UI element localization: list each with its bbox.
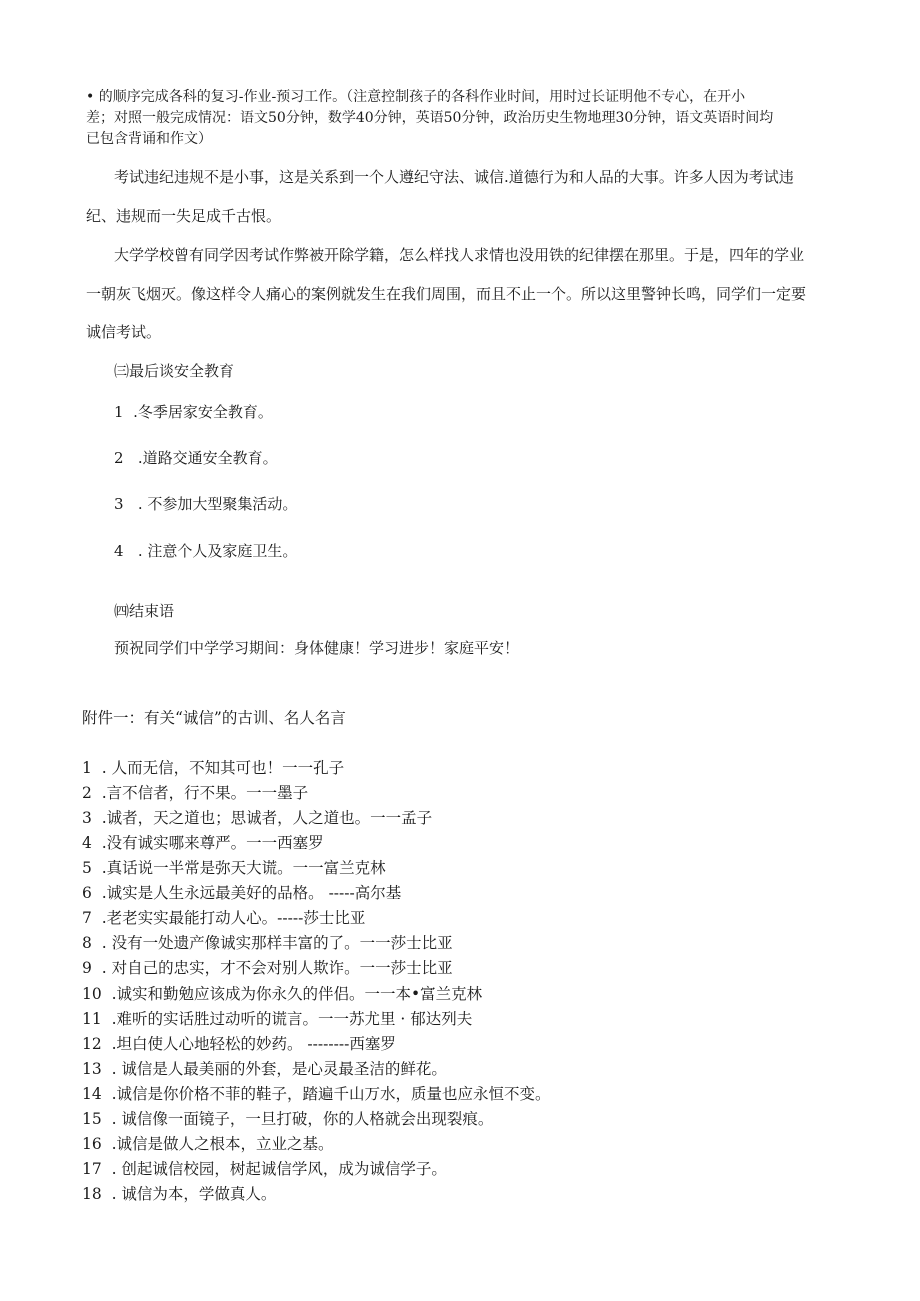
safety-heading: ㈢最后谈安全教育 (114, 362, 235, 380)
safety-item: 3 . 不参加大型聚集活动。 (114, 495, 298, 513)
safety-item: 1 .冬季居家安全教育。 (114, 403, 273, 421)
exam-paragraph-line: 考试违纪违规不是小事，这是关系到一个人遵纪守法、诚信.道德行为和人品的大事。许多人因为考试违 (114, 168, 794, 186)
college-paragraph-line: 一朝灰飞烟灭。像这样令人痛心的案例就发生在我们周围，而且不止一个。所以这里警钟长鸣，同学们一定要 (86, 285, 807, 303)
quote-item: 15 . 诚信像一面镜子，一旦打破，你的人格就会出现裂痕。 (82, 1110, 494, 1128)
exam-paragraph-line: 纪、违规而一失足成千古恨。 (86, 207, 282, 225)
safety-item: 4 . 注意个人及家庭卫生。 (114, 542, 298, 560)
quote-item: 14 .诚信是你价格不菲的鞋子，踏遍千山万水，质量也应永恒不变。 (82, 1085, 551, 1103)
quote-item: 17 . 创起诚信校园，树起诚信学风，成为诚信学子。 (82, 1160, 447, 1178)
quote-item: 8 . 没有一处遗产像诚实那样丰富的了。一一莎士比亚 (82, 934, 453, 952)
quote-item: 1 . 人而无信，不知其可也！一一孔子 (82, 759, 345, 777)
quote-item: 16 .诚信是做人之根本，立业之基。 (82, 1135, 334, 1153)
quote-item: 9 . 对自己的忠实，才不会对别人欺诈。一一莎士比亚 (82, 959, 453, 977)
intro-line: 已包含背诵和作文） (86, 131, 212, 147)
quote-item: 6 .诚实是人生永远最美好的品格。 -----高尔基 (82, 884, 402, 902)
appendix-title: 附件一：有关“诚信”的古训、名人名言 (82, 709, 346, 727)
intro-line: • 的顺序完成各科的复习-作业-预习工作。（注意控制孩子的各科作业时间，用时过长证明他不专心，在开小 (86, 89, 746, 105)
safety-item: 2 .道路交通安全教育。 (114, 449, 278, 467)
quote-item: 11 .难听的实话胜过动听的谎言。一一苏尤里 · 郁达列夫 (82, 1010, 473, 1028)
quote-item: 7 .老老实实最能打动人心。-----莎士比亚 (82, 909, 366, 927)
intro-line: 差；对照一般完成情况：语文50分钟，数学40分钟，英语50分钟，政治历史生物地理30分钟，语文英语时间均 (86, 110, 774, 126)
closing-text: 预祝同学们中学学习期间：身体健康！学习进步！家庭平安！ (114, 639, 520, 657)
college-paragraph-line: 大学学校曾有同学因考试作弊被开除学籍，怎么样找人求情也没用铁的纪律摆在那里。于是，四年的学业 (114, 246, 805, 264)
quote-item: 10 .诚实和勤勉应该成为你永久的伴侣。一一本•富兰克林 (82, 985, 483, 1003)
quote-item: 12 .坦白使人心地轻松的妙药。 --------西塞罗 (82, 1035, 396, 1053)
quote-item: 3 .诚者，天之道也；思诚者，人之道也。一一孟子 (82, 809, 433, 827)
quote-item: 13 . 诚信是人最美丽的外套，是心灵最圣洁的鲜花。 (82, 1060, 447, 1078)
quote-item: 5 .真话说一半常是弥天大谎。一一富兰克林 (82, 859, 386, 877)
college-paragraph-line: 诚信考试。 (86, 323, 162, 341)
quote-item: 4 .没有诚实哪来尊严。一一西塞罗 (82, 834, 324, 852)
closing-heading: ㈣结束语 (114, 602, 175, 620)
quote-item: 18 . 诚信为本，学做真人。 (82, 1185, 277, 1203)
quote-item: 2 .言不信者，行不果。一一墨子 (82, 784, 309, 802)
